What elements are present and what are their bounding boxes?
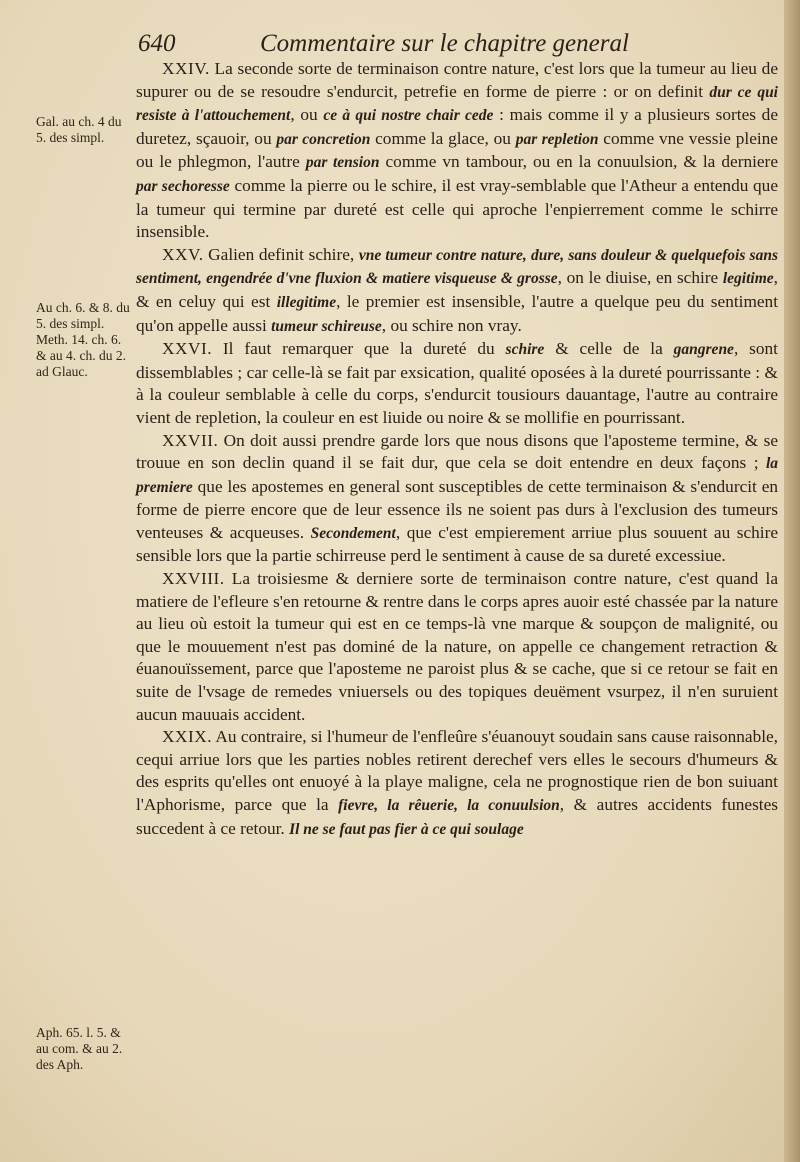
text-run: , on le diuise, en schire <box>557 268 723 288</box>
paragraph <box>136 58 778 244</box>
italic-phrase: par sechoresse <box>136 177 230 195</box>
paragraph-number: XXVI. <box>162 339 213 359</box>
paragraph <box>136 568 778 726</box>
paragraph <box>136 244 778 338</box>
text-run: , que c'est empierement arriue plus souuent au schire sensible lors que la partie schirreuse perd le sentiment à cause de sa dureté excessiue. <box>136 522 779 566</box>
paragraph-number: XXIX. <box>162 727 213 747</box>
body-text <box>136 58 778 841</box>
italic-phrase: gangrene <box>673 341 734 359</box>
text-run: comme la glace, ou <box>370 128 516 148</box>
text-run: , ou schire non vray. <box>381 315 522 335</box>
italic-phrase: par concretion <box>276 130 371 148</box>
text-run: La seconde sorte de terminaison contre nature, c'est lors que la tumeur au lieu de supurer ou de se resoudre s'endurcit, petrefie en forme de pierre : or on definit <box>136 59 778 101</box>
text-run: comme la pierre ou le schire, il est vray-semblable que l'Atheur a entendu que la tumeur qui termine par dureté est celle qui aproche l'enpierrement comme le schirre insensible. <box>136 175 778 242</box>
italic-phrase: dur ce qui resiste à l'attouchement <box>136 83 778 125</box>
paragraph <box>136 338 778 429</box>
margin-note: Gal. au ch. 4 du 5. des simpl. <box>36 114 122 145</box>
text-run: comme vne vessie pleine ou le phlegmon, l'autre <box>136 128 778 172</box>
text-run: que les apostemes en general sont susceptibles de cette terminaison & s'endurcit en forme de pierre encore que de leur essence ils ne soient pas durs à l'exclusion des tumeurs venteuses & acqueuses. <box>136 476 778 542</box>
italic-phrase: schire <box>505 341 545 359</box>
margin-note: Aph. 65. l. 5. & au com. & au 2. des Aph. <box>36 1025 123 1072</box>
italic-phrase: la premiere <box>136 455 778 496</box>
text-run: La troisiesme & derniere sorte de terminaison contre nature, c'est quand la matiere de l'efleure s'en retourne & rentre dans le corps apres auoir esté chassée par la nature au lieu où estoit la tumeur qui est en ce temps-là vne marque & soupçon de malignité, ou que le mouuement n'est pas dominé de la nature, on appelle ce changement retraction & éuanouïssement, parce que l'aposteme ne paroist plus & se cache, que si ce retour se fait en suite de l'vsage de remedes vniuersels ou des topiques deuëment vsurpez, il n'en suruient aucun mauuais accident. <box>136 569 778 724</box>
text-run: On doit aussi prendre garde lors que nous disons que l'apostеme termine, & se trouue en son declin quand il se fait dur, que cela se doit entendre en deux façons ; <box>136 430 778 473</box>
paragraph-number: XXVII. <box>162 430 219 450</box>
text-run: Il faut remarquer que la dureté du <box>212 339 506 359</box>
text-run: Galien definit schire, <box>203 244 359 264</box>
text-run: , ou <box>290 105 324 125</box>
text-run: , sont dissemblables ; car celle-là se fait par exsication, qualité oposées à la dureté pourrissante : & à la couleur semblable à celle du corps, s'endurcit tousiours dauantage, l'autre au contraire vient de repletion, la couleur en est liuide ou noire & se mollifie en pourrissant. <box>136 339 778 427</box>
paragraph-number: XXV. <box>162 244 204 264</box>
text-run: , & en celuy qui est <box>136 268 778 311</box>
text-run: , & autres accidents funestes succedent à ce retour. <box>136 795 778 838</box>
paragraph-number: XXVIII. <box>162 569 225 589</box>
italic-phrase: par repletion <box>515 130 599 148</box>
italic-phrase: ce à qui nostre chair cede <box>323 107 494 125</box>
text-run: , le premier est insensible, l'autre a quelque peu du sentiment qu'on appelle aussi <box>136 291 778 335</box>
text-run: : mais comme il y a plusieurs sortes de duretez, sçauoir, ou <box>136 105 778 148</box>
paragraph-number: XXIV. <box>162 59 210 78</box>
italic-phrase: fievre, la rêuerie, la conuulsion <box>338 797 560 814</box>
text-run: & celle de la <box>544 339 674 359</box>
italic-phrase: vne tumeur contre nature, dure, sans douleur & quelquefois sans sentiment, engendrée d'vne fluxion & matiere visqueuse & grosse <box>136 246 778 288</box>
paragraph <box>136 430 778 569</box>
page-number: 640 <box>138 30 176 57</box>
italic-phrase: illegitime <box>276 293 337 311</box>
italic-phrase: Il ne se faut pas fier à ce qui soulage <box>289 820 524 838</box>
italic-phrase: tumeur schireuse <box>271 317 382 335</box>
running-title: Commentaire sur le chapitre general <box>260 30 629 57</box>
italic-phrase: par tension <box>305 154 380 172</box>
italic-phrase: Secondement <box>310 524 396 542</box>
paragraph <box>136 726 778 841</box>
text-run: comme vn tambour, ou en la conuulsion, & la derniere <box>379 152 778 172</box>
text-run: Au contraire, si l'humeur de l'enfleûre s'éuanouyt soudain sans cause raisonnable, cequi arriue lors que les parties nobles retirent derechef vers elles le secours d'humeurs & des esprits qu'elles ont enuoyé à la playe maligne, cela ne prognostique rien de bon suiuant l'Aphorisme, parce que la <box>136 727 778 814</box>
page-edge <box>784 0 800 1162</box>
italic-phrase: legitime <box>722 270 774 288</box>
margin-note: Au ch. 6. & 8. du 5. des simpl. Meth. 14. ch. 6. & au 4. ch. du 2. ad Glauc. <box>36 300 130 379</box>
